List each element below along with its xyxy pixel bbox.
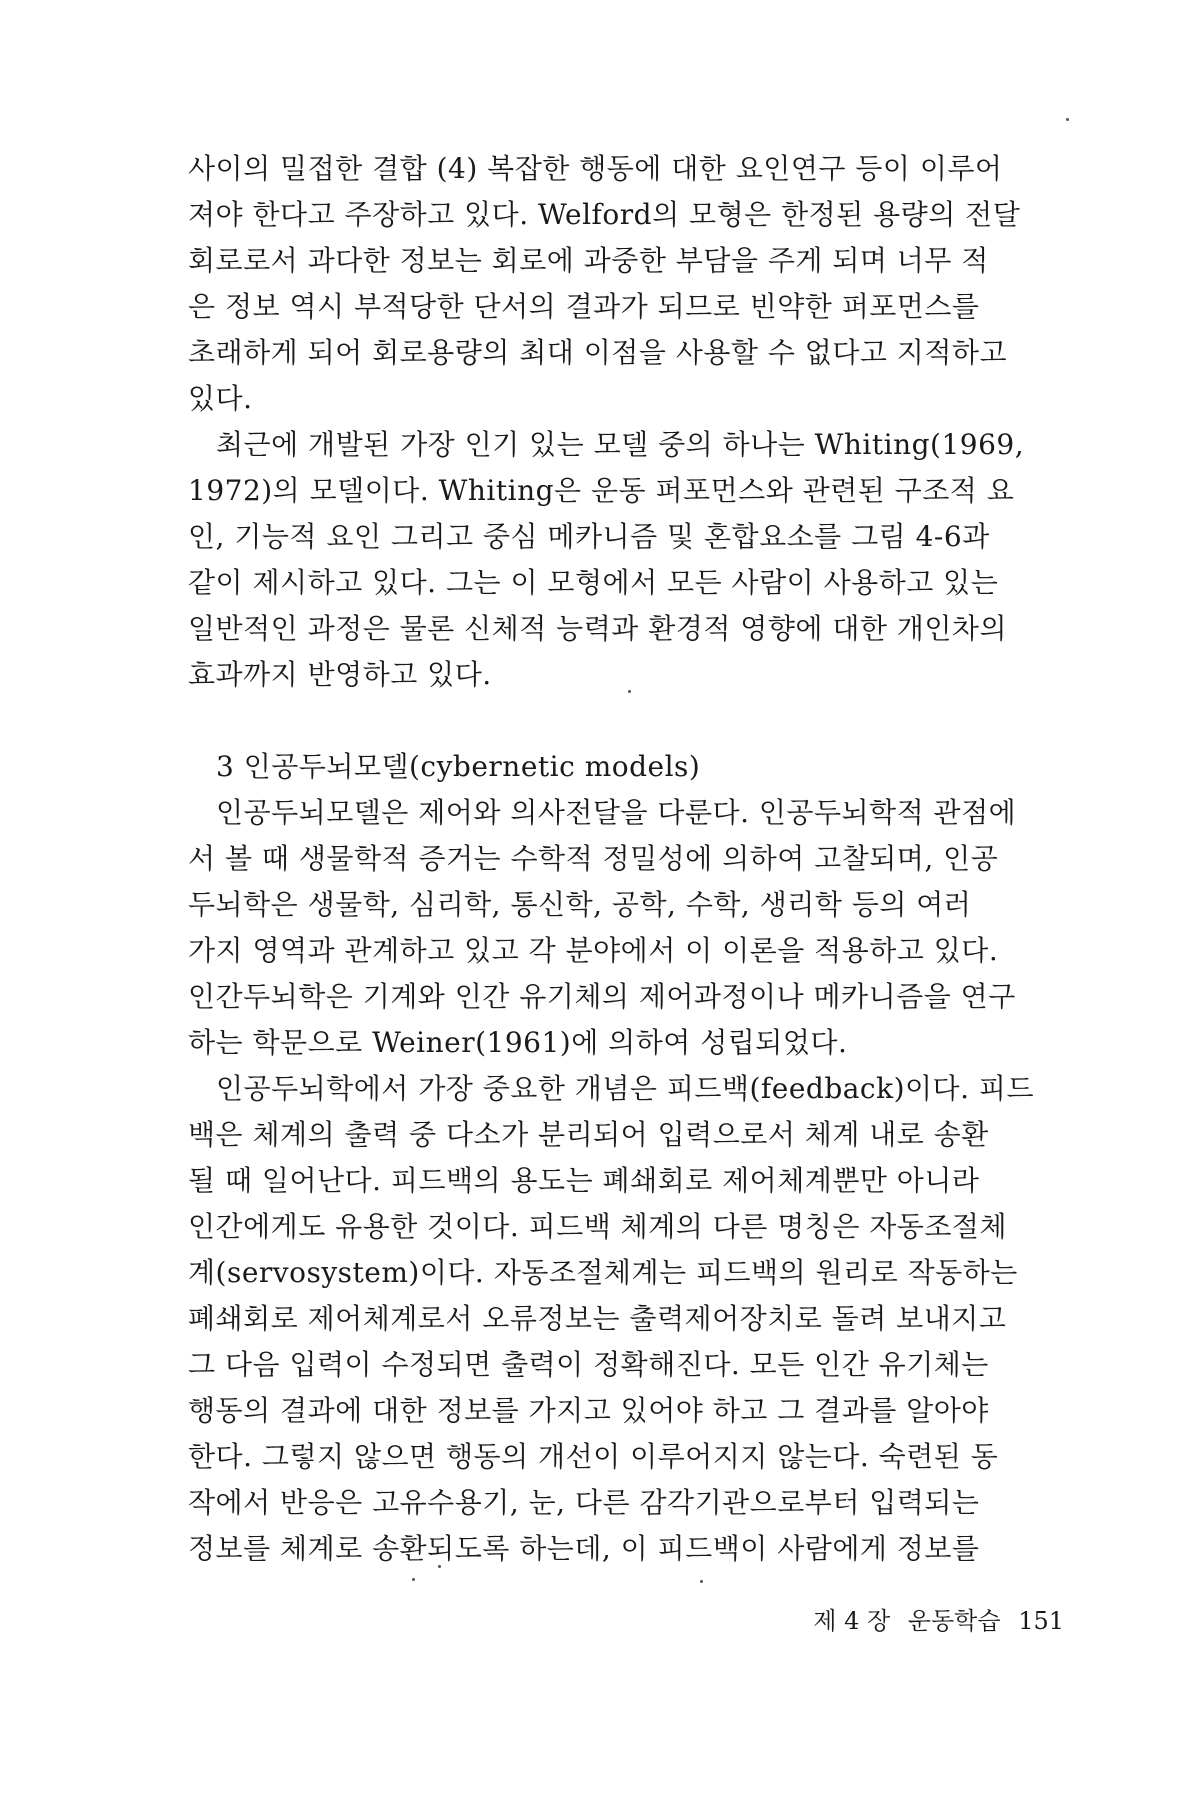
print-speck (628, 690, 631, 693)
text-line: 일반적인 과정은 물론 신체적 능력과 환경적 영향에 대한 개인차의 (188, 612, 1008, 645)
chapter-label: 제 4 장 (813, 1607, 891, 1635)
text-line: 인간에게도 유용한 것이다. 피드백 체계의 다른 명칭은 자동조절체 (188, 1210, 1008, 1243)
text-line: 서 볼 때 생물학적 증거는 수학적 정밀성에 의하여 고찰되며, 인공 (188, 842, 999, 875)
text-line: 1972)의 모델이다. Whiting은 운동 퍼포먼스와 관련된 구조적 요 (188, 474, 1015, 507)
section-heading: 3 인공두뇌모델(cybernetic models) (216, 750, 701, 783)
text-line: 인간두뇌학은 기계와 인간 유기체의 제어과정이나 메카니즘을 연구 (188, 980, 1016, 1013)
text-line: 있다. (188, 382, 253, 415)
page-footer (760, 1605, 1064, 1637)
text-line: 그 다음 입력이 수정되면 출력이 정확해진다. 모든 인간 유기체는 (188, 1348, 989, 1381)
print-speck (1066, 118, 1069, 121)
text-line: 정보를 체계로 송환되도록 하는데, 이 피드백이 사람에게 정보를 (188, 1532, 980, 1565)
paragraph-2 (188, 422, 1064, 698)
text-line: 백은 체계의 출력 중 다소가 분리되어 입력으로서 체계 내로 송환 (188, 1118, 989, 1151)
text-line: 져야 한다고 주장하고 있다. Welford의 모형은 한정된 용량의 전달 (188, 198, 1021, 231)
chapter-title: 운동학습 (907, 1607, 1001, 1635)
text-line: 한다. 그렇지 않으면 행동의 개선이 이루어지지 않는다. 숙련된 동 (188, 1440, 999, 1473)
text-line: 회로로서 과다한 정보는 회로에 과중한 부담을 주게 되며 너무 적 (188, 244, 989, 277)
text-line: 행동의 결과에 대한 정보를 가지고 있어야 하고 그 결과를 알아야 (188, 1394, 989, 1427)
text-line: 같이 제시하고 있다. 그는 이 모형에서 모든 사람이 사용하고 있는 (188, 566, 999, 599)
text-line: 인공두뇌모델은 제어와 의사전달을 다룬다. 인공두뇌학적 관점에 (216, 796, 1017, 829)
text-line: 폐쇄회로 제어체계로서 오류정보는 출력제어장치로 돌려 보내지고 (188, 1302, 1007, 1335)
text-line: 될 때 일어난다. 피드백의 용도는 폐쇄회로 제어체계뿐만 아니라 (188, 1164, 980, 1197)
text-line: 최근에 개발된 가장 인기 있는 모델 중의 하나는 Whiting(1969, (216, 428, 1025, 461)
text-line: 인공두뇌학에서 가장 중요한 개념은 피드백(feedback)이다. 피드 (216, 1072, 1035, 1105)
print-speck (412, 1578, 415, 1581)
text-line: 은 정보 역시 부적당한 단서의 결과가 되므로 빈약한 퍼포먼스를 (188, 290, 980, 323)
body-text (188, 146, 1064, 1572)
text-line: 초래하게 되어 회로용량의 최대 이점을 사용할 수 없다고 지적하고 (188, 336, 1008, 369)
text-line: 인, 기능적 요인 그리고 중심 메카니즘 및 혼합요소를 그림 4-6과 (188, 520, 990, 553)
text-line: 하는 학문으로 Weiner(1961)에 의하여 성립되었다. (188, 1026, 848, 1059)
print-speck (700, 1580, 703, 1583)
paragraph-4 (188, 1066, 1064, 1572)
section-spacer (188, 698, 1064, 744)
paragraph-3 (188, 790, 1064, 1066)
paragraph-1 (188, 146, 1064, 422)
page-number: 151 (1018, 1607, 1064, 1635)
text-line: 계(servosystem)이다. 자동조절체계는 피드백의 원리로 작동하는 (188, 1256, 1018, 1289)
print-speck (438, 1565, 441, 1568)
text-line: 효과까지 반영하고 있다. (188, 658, 492, 691)
text-line: 두뇌학은 생물학, 심리학, 통신학, 공학, 수학, 생리학 등의 여러 (188, 888, 972, 921)
text-line: 가지 영역과 관계하고 있고 각 분야에서 이 이론을 적용하고 있다. (188, 934, 999, 967)
text-line: 사이의 밀접한 결합 (4) 복잡한 행동에 대한 요인연구 등이 이루어 (188, 152, 1003, 185)
text-line: 작에서 반응은 고유수용기, 눈, 다른 감각기관으로부터 입력되는 (188, 1486, 980, 1519)
